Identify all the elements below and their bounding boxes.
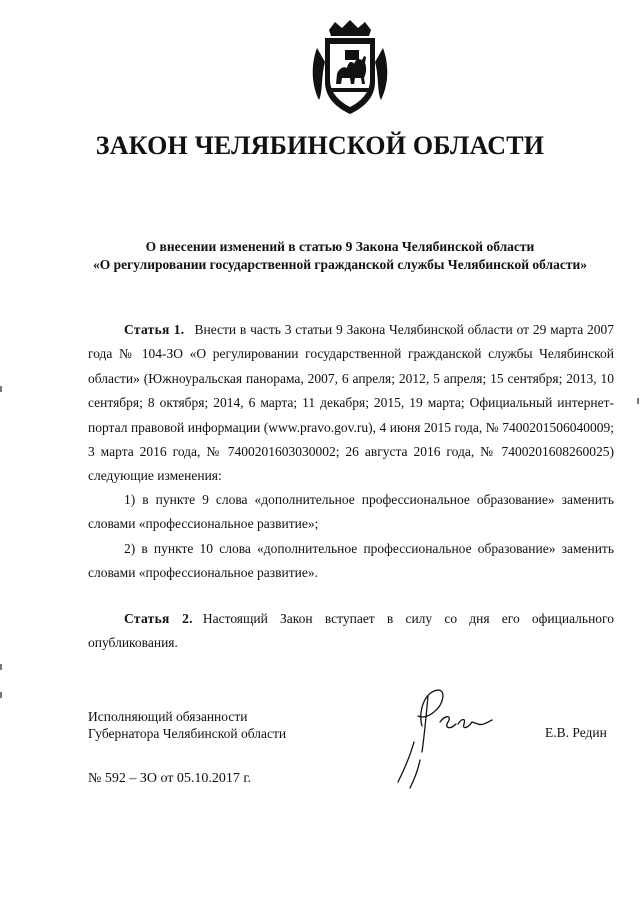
article-2-label: Статья 2.	[124, 611, 193, 626]
article-2	[88, 607, 614, 656]
signer-position-line-1: Исполняющий обязанности	[88, 709, 248, 724]
coat-of-arms-emblem	[309, 20, 391, 116]
law-subtitle	[60, 238, 620, 274]
article-2-text: Настоящий Закон вступает в силу со дня его официального опубликования.	[88, 611, 614, 651]
amendment-item-1: 1) в пункте 9 слова «дополнительное профессиональное образование» заменить словами «профессиональное развитие»;	[88, 492, 614, 532]
scan-mark	[0, 386, 2, 392]
article-1-text: Внести в часть 3 статьи 9 Закона Челябинской области от 29 марта 2007 года № 104-ЗО «О регулировании государственной гражданской службы Челябинской области» (Южноуральская панорама, 2007, 6 апреля; 2012, 5 апреля; 15 сентября; 2013, 10 сентября; 8 октября; 2014, 6 марта; 11 декабря; 2015, 19 марта; Официальный интернет-портал правовой информации (www.pravo.gov.ru), 4 июня 2015 года, № 7400201506040009; 3 марта 2016 года, № 7400201603030002; 26 августа 2016 года, № 7400201608260025) следующие изменения:	[88, 322, 614, 484]
article-1-label: Статья 1.	[124, 322, 185, 337]
signer-name: Е.В. Редин	[545, 725, 607, 740]
amendment-item-2: 2) в пункте 10 слова «дополнительное профессиональное образование» заменить словами «профессиональное развитие».	[88, 540, 614, 581]
scan-mark	[637, 398, 639, 404]
subtitle-line-2: «О регулировании государственной гражданской службы Челябинской области»	[92, 257, 588, 272]
signer-position	[88, 708, 286, 742]
scan-mark	[0, 664, 2, 670]
document-number: № 592 – ЗО от 05.10.2017 г.	[88, 771, 252, 786]
handwritten-signature	[384, 682, 500, 792]
law-title: ЗАКОН ЧЕЛЯБИНСКОЙ ОБЛАСТИ	[95, 131, 545, 160]
scan-mark	[0, 692, 2, 698]
signer-position-line-2: Губернатора Челябинской области	[88, 726, 287, 741]
amendment-items	[88, 488, 614, 586]
subtitle-line-1: О внесении изменений в статью 9 Закона Челябинской области	[145, 239, 535, 254]
article-1	[88, 318, 614, 489]
